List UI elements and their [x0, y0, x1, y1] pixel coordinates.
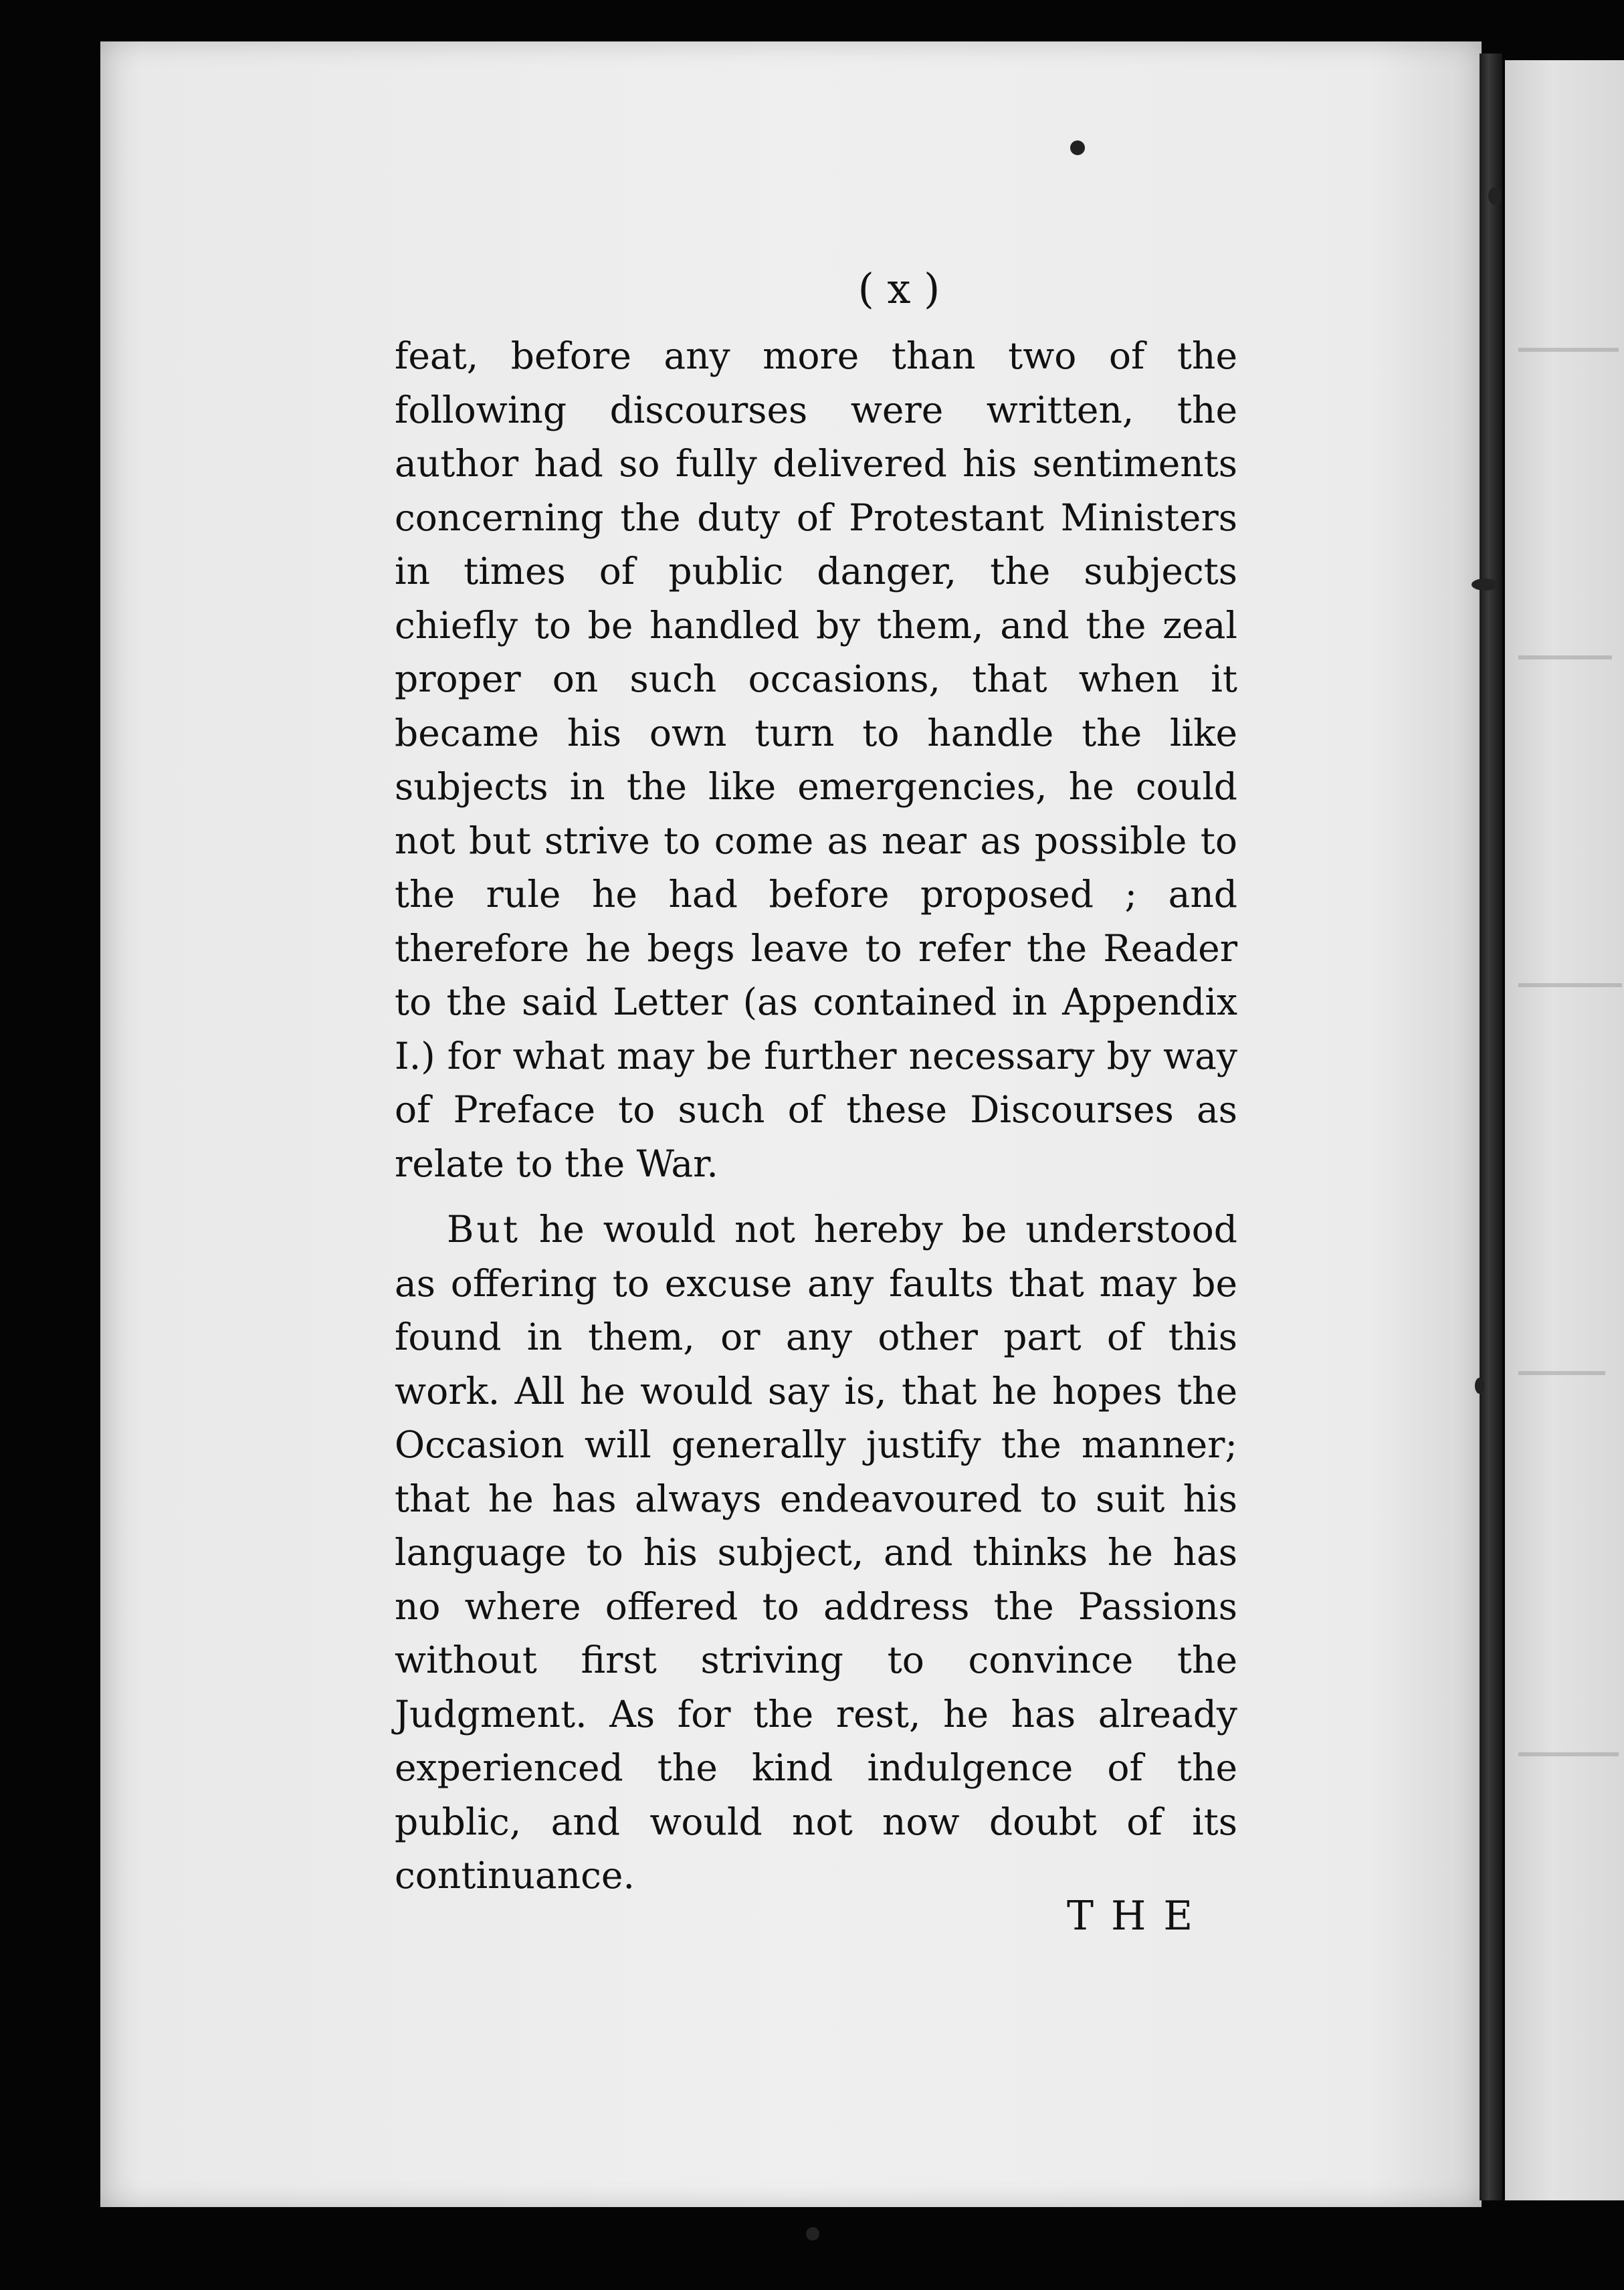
- paragraph-2: [395, 1203, 1237, 1903]
- bleed-through-line: [1518, 1371, 1605, 1375]
- paragraph-2-text: he would not hereby be understood as offering to excuse any faults that may be found in them, or any other part of this work. All he would say is, that he hopes the Occasion will generally justify the manner; that he has always endeavoured to suit his language to his subject, and thinks he has no where offered to address the Passions without first striving to convince the Judgment. As for the rest, he has already experienced the kind indulgence of the public, and would not now doubt of its continuance.: [395, 1208, 1237, 1897]
- dust-speck: [1488, 187, 1502, 205]
- dust-speck: [806, 2227, 819, 2241]
- bleed-through-line: [1518, 1752, 1619, 1756]
- catchword: THE: [1067, 1893, 1211, 1940]
- book-spine: [1480, 54, 1502, 2200]
- bleed-through-line: [1518, 983, 1622, 987]
- page-number: ( x ): [857, 264, 940, 313]
- body-text: [395, 329, 1237, 1903]
- dust-speck: [1471, 579, 1498, 591]
- paragraph-lead-word: But: [447, 1208, 520, 1251]
- adjacent-page-edge: [1505, 60, 1624, 2200]
- page-header: [0, 264, 1624, 313]
- paragraph-1: feat, before any more than two of the following discourses were written, the author had so fully delivered his sentiments concerning the duty of Protestant Ministers in times of public danger, the subjects chiefly to be handled by them, and the zeal proper on such occasions, that when it became his own turn to handle the like subjects in the like emergencies, he could not but strive to come as near as possible to the rule he had before proposed ; and therefore he begs leave to refer the Reader to the said Letter (as contained in Appendix I.) for what may be further necessary by way of Preface to such of these Discourses as relate to the War.: [395, 334, 1237, 1185]
- dust-speck: [1475, 1378, 1484, 1394]
- dust-speck: [1070, 140, 1085, 155]
- bleed-through-line: [1518, 655, 1612, 659]
- bleed-through-line: [1518, 348, 1619, 352]
